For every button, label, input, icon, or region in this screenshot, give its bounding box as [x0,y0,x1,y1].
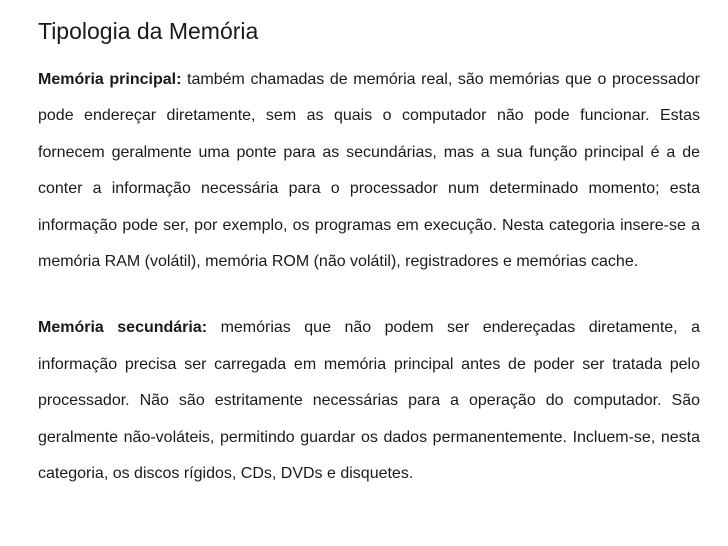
paragraph-primary-memory [38,62,700,280]
definition-secondary-memory: memórias que não podem ser endereçadas diretamente, a informação precisa ser carregada em memória principal antes de poder ser tratada pelo processador. Não são estritamente necessárias para a operação do computador. São geralmente não-voláteis, permitindo guardar os dados permanentemente. Incluem-se, nesta categoria, os discos rígidos, CDs, DVDs e disquetes. [38,319,701,483]
definition-primary-memory: também chamadas de memória real, são memórias que o processador pode endereçar diretamente, sem as quais o computador não pode funcionar. Estas fornecem geralmente uma ponte para as secundárias, mas a sua função principal é a de conter a informação necessária para o processador num determinado momento; esta informação pode ser, por exemplo, os programas em execução. Nesta categoria insere-se a memória RAM (volátil), memória ROM (não volátil), registradores e memórias cache. [38,71,700,271]
page-title: Tipologia da Memória [38,18,259,44]
paragraph-secondary-memory [38,310,700,492]
term-primary-memory: Memória principal: [38,71,182,88]
term-secondary-memory: Memória secundária: [38,319,208,337]
slide-content [38,0,700,492]
